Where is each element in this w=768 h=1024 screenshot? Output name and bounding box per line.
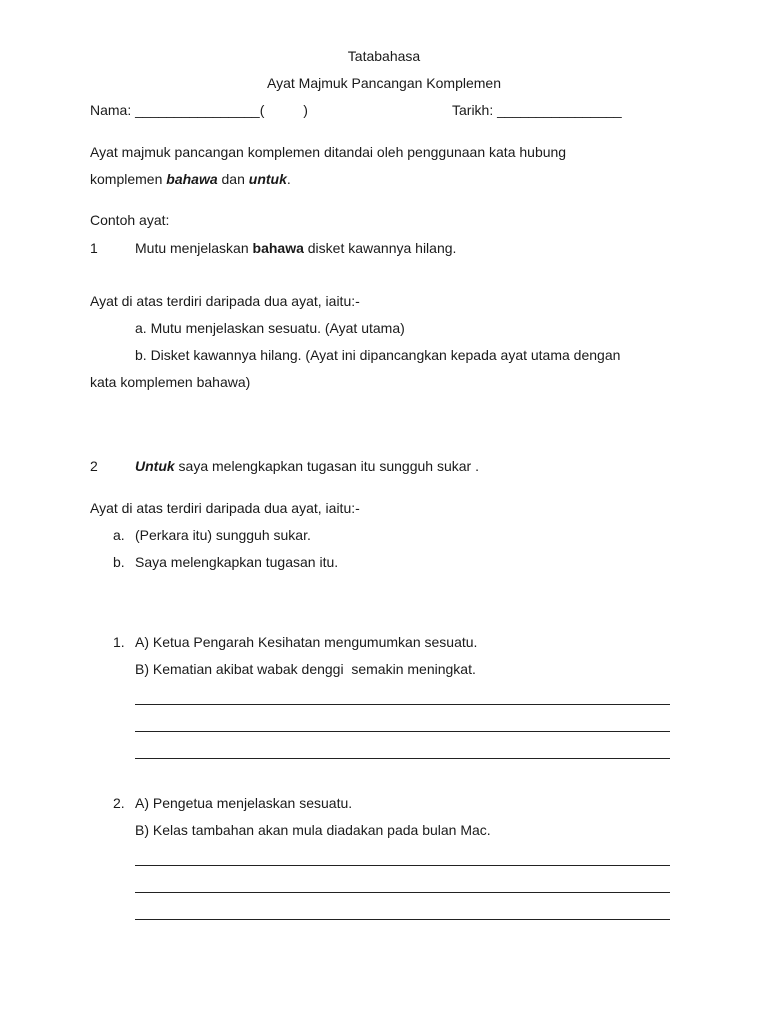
example-2-item-b-marker: b. <box>113 554 125 570</box>
example-1-keyword: bahawa <box>252 240 304 256</box>
example-2-item-a: (Perkara itu) sungguh sukar. <box>135 527 311 543</box>
example-2-item-b: Saya melengkapkan tugasan itu. <box>135 554 339 570</box>
intro-text-e: . <box>286 171 291 187</box>
example-1-item-b-line-2: kata komplemen bahawa) <box>90 374 251 390</box>
exercise-2-answer-line-3[interactable] <box>135 919 670 920</box>
keyword-bahawa: bahawa <box>166 171 218 187</box>
page-title: Tatabahasa <box>347 48 421 64</box>
page-subtitle: Ayat Majmuk Pancangan Komplemen <box>267 75 501 91</box>
example-heading: Contoh ayat: <box>90 212 170 228</box>
example-1-item-a: a. Mutu menjelaskan sesuatu. (Ayat utama) <box>135 320 405 336</box>
example-1-text-c: disket kawannya hilang. <box>303 240 457 256</box>
exercise-2-number: 2. <box>113 795 125 811</box>
name-field: Nama: ________________( ) <box>90 102 308 118</box>
exercise-2-sentence-b: B) Kelas tambahan akan mula diadakan pada bulan Mac. <box>135 822 491 838</box>
intro-line-1: Ayat majmuk pancangan komplemen ditandai oleh penggunaan kata hubung <box>90 144 567 160</box>
example-2-number: 2 <box>90 458 98 474</box>
exercise-2-sentence-a: A) Pengetua menjelaskan sesuatu. <box>135 795 353 811</box>
exercise-1-answer-line-2[interactable] <box>135 731 670 732</box>
exercise-1-sentence-b: B) Kematian akibat wabak denggi semakin meningkat. <box>135 661 476 677</box>
exercise-1-sentence-a: A) Ketua Pengarah Kesihatan mengumumkan sesuatu. <box>135 634 478 650</box>
example-1-intro: Ayat di atas terdiri daripada dua ayat, iaitu:- <box>90 293 360 309</box>
example-2-item-a-marker: a. <box>113 527 125 543</box>
example-1-item-b-line-1: b. Disket kawannya hilang. (Ayat ini dipancangkan kepada ayat utama dengan <box>135 347 621 363</box>
example-2-text: saya melengkapkan tugasan itu sungguh sukar . <box>174 458 479 474</box>
example-1-sentence <box>135 239 456 257</box>
intro-text-c: dan <box>217 171 249 187</box>
exercise-2-answer-line-1[interactable] <box>135 865 670 866</box>
example-1-number: 1 <box>90 240 98 256</box>
date-field: Tarikh: ________________ <box>452 102 622 118</box>
example-2-sentence <box>135 457 479 475</box>
example-1-text-a: Mutu menjelaskan <box>135 240 253 256</box>
intro-line-2 <box>90 170 291 188</box>
exercise-1-answer-line-1[interactable] <box>135 704 670 705</box>
exercise-1-answer-line-3[interactable] <box>135 758 670 759</box>
example-2-keyword: Untuk <box>135 458 175 474</box>
keyword-untuk: untuk <box>248 171 287 187</box>
intro-text-a: komplemen <box>90 171 167 187</box>
exercise-1-number: 1. <box>113 634 125 650</box>
example-2-intro: Ayat di atas terdiri daripada dua ayat, iaitu:- <box>90 500 360 516</box>
exercise-2-answer-line-2[interactable] <box>135 892 670 893</box>
